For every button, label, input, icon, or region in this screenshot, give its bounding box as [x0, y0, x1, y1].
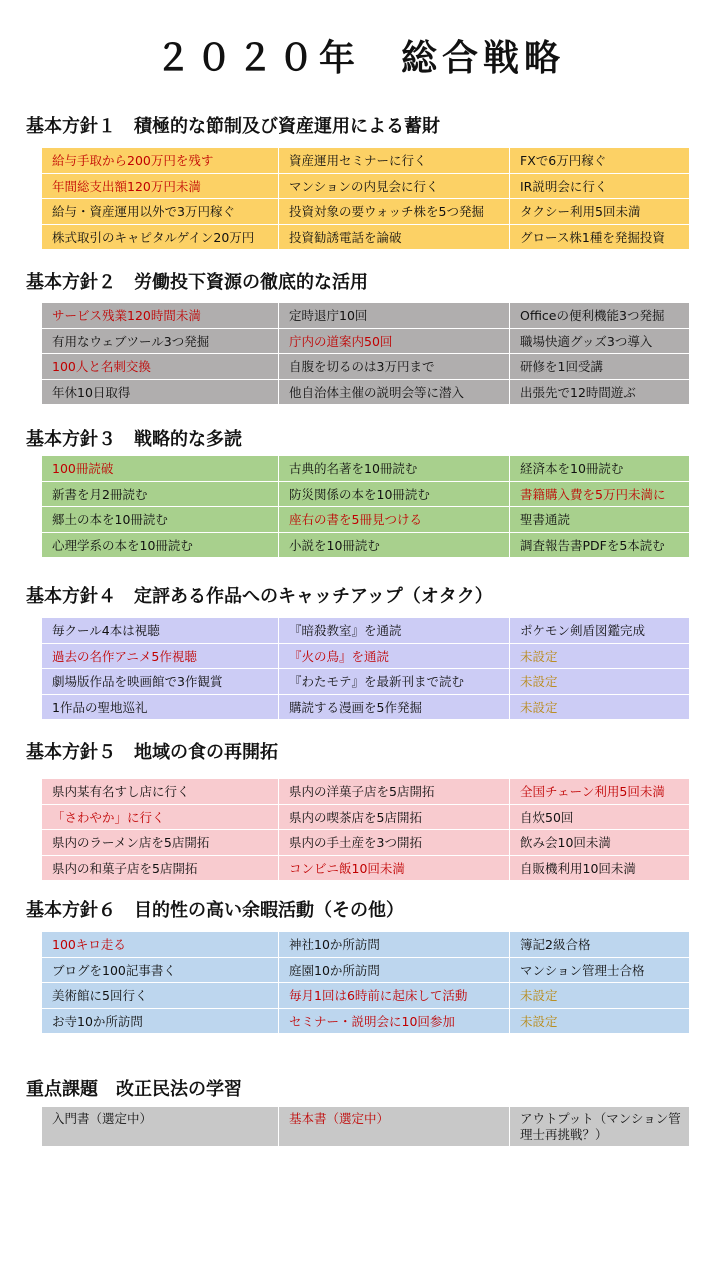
goal-cell: 劇場版作品を映画館で3作観賞 [42, 669, 279, 695]
section-heading-6: 基本方針６ 目的性の高い余暇活動（その他） [26, 900, 404, 921]
goal-cell: 自炊50回 [510, 805, 689, 831]
goal-cell: 小説を10冊読む [279, 533, 510, 559]
goal-cell: 毎クール4本は視聴 [42, 618, 279, 644]
goal-cell: マンションの内見会に行く [279, 174, 510, 200]
goal-cell: 定時退庁10回 [279, 303, 510, 329]
goal-cell: 調査報告書PDFを5本読む [510, 533, 689, 559]
goal-cell: 他自治体主催の説明会等に潜入 [279, 380, 510, 406]
page-title: ２０２０年 総合戦略 [154, 38, 565, 79]
goal-cell: 未設定 [510, 1009, 689, 1035]
goal-cell: 有用なウェブツール3つ発掘 [42, 329, 279, 355]
focus-grid [42, 1107, 689, 1147]
goal-cell: 給与・資産運用以外で3万円稼ぐ [42, 199, 279, 225]
goal-cell: 飲み会10回未満 [510, 830, 689, 856]
goal-cell: 100人と名刺交換 [42, 354, 279, 380]
goal-cell: 研修を1回受講 [510, 354, 689, 380]
goal-cell: セミナー・説明会に10回参加 [279, 1009, 510, 1035]
goal-cell: 経済本を10冊読む [510, 456, 689, 482]
goal-cell: 年休10日取得 [42, 380, 279, 406]
goal-cell: 給与手取から200万円を残す [42, 148, 279, 174]
goal-cell: 出張先で12時間遊ぶ [510, 380, 689, 406]
goal-cell: 自腹を切るのは3万円まで [279, 354, 510, 380]
goal-cell: サービス残業120時間未満 [42, 303, 279, 329]
focus-heading: 重点課題 改正民法の学習 [26, 1079, 242, 1100]
goal-cell: 未設定 [510, 983, 689, 1009]
goal-cell: マンション管理士合格 [510, 958, 689, 984]
goal-cell: 防災関係の本を10冊読む [279, 482, 510, 508]
goal-cell: ポケモン剣盾図鑑完成 [510, 618, 689, 644]
goal-cell: ブログを100記事書く [42, 958, 279, 984]
goal-cell: タクシー利用5回未満 [510, 199, 689, 225]
goal-cell: 県内のラーメン店を5店開拓 [42, 830, 279, 856]
goal-cell: 株式取引のキャピタルゲイン20万円 [42, 225, 279, 251]
goal-cell: 「さわやか」に行く [42, 805, 279, 831]
goal-cell: 座右の書を5冊見つける [279, 507, 510, 533]
goal-cell: FXで6万円稼ぐ [510, 148, 689, 174]
goal-grid-1 [42, 148, 689, 250]
section-heading-3: 基本方針３ 戦略的な多読 [26, 429, 242, 450]
goal-cell: 県内の和菓子店を5店開拓 [42, 856, 279, 882]
section-heading-2: 基本方針２ 労働投下資源の徹底的な活用 [26, 272, 368, 293]
goal-cell: 庭園10か所訪問 [279, 958, 510, 984]
goal-cell: 購読する漫画を5作発掘 [279, 695, 510, 721]
goal-cell: 1作品の聖地巡礼 [42, 695, 279, 721]
goal-cell: 投資勧誘電話を論破 [279, 225, 510, 251]
goal-cell: 美術館に5回行く [42, 983, 279, 1009]
goal-cell: 資産運用セミナーに行く [279, 148, 510, 174]
goal-cell: 県内の喫茶店を5店開拓 [279, 805, 510, 831]
section-heading-4: 基本方針４ 定評ある作品へのキャッチアップ（オタク） [26, 586, 493, 607]
goal-cell: アウトプット（マンション管理士再挑戦？） [510, 1107, 689, 1147]
goal-cell: 100キロ走る [42, 932, 279, 958]
goal-cell: 書籍購入費を5万円未満に [510, 482, 689, 508]
goal-cell: コンビニ飯10回未満 [279, 856, 510, 882]
goal-cell: 新書を月2冊読む [42, 482, 279, 508]
goal-cell: 未設定 [510, 695, 689, 721]
goal-cell: 過去の名作アニメ5作視聴 [42, 644, 279, 670]
goal-cell: 100冊読破 [42, 456, 279, 482]
goal-cell: 『わたモテ』を最新刊まで読む [279, 669, 510, 695]
goal-cell: 聖書通読 [510, 507, 689, 533]
goal-grid-5 [42, 779, 689, 881]
section-heading-1: 基本方針１ 積極的な節制及び資産運用による蓄財 [26, 116, 440, 137]
goal-cell: IR説明会に行く [510, 174, 689, 200]
goal-cell: 年間総支出額120万円未満 [42, 174, 279, 200]
goal-cell: 全国チェーン利用5回未満 [510, 779, 689, 805]
goal-cell: 簿記2級合格 [510, 932, 689, 958]
goal-cell: 『火の鳥』を通読 [279, 644, 510, 670]
goal-grid-3 [42, 456, 689, 558]
goal-cell: Officeの便利機能3つ発掘 [510, 303, 689, 329]
goal-cell: お寺10か所訪問 [42, 1009, 279, 1035]
goal-cell: 県内の手土産を3つ開拓 [279, 830, 510, 856]
goal-cell: 『暗殺教室』を通読 [279, 618, 510, 644]
section-heading-5: 基本方針５ 地域の食の再開拓 [26, 742, 278, 763]
goal-cell: 神社10か所訪問 [279, 932, 510, 958]
goal-cell: グロース株1種を発掘投資 [510, 225, 689, 251]
goal-cell: 庁内の道案内50回 [279, 329, 510, 355]
goal-cell: 入門書（選定中） [42, 1107, 279, 1147]
goal-cell: 投資対象の要ウォッチ株を5つ発掘 [279, 199, 510, 225]
goal-cell: 古典的名著を10冊読む [279, 456, 510, 482]
goal-cell: 自販機利用10回未満 [510, 856, 689, 882]
goal-cell: 未設定 [510, 669, 689, 695]
goal-cell: 郷土の本を10冊読む [42, 507, 279, 533]
goal-cell: 心理学系の本を10冊読む [42, 533, 279, 559]
goal-grid-4 [42, 618, 689, 720]
goal-cell: 毎月1回は6時前に起床して活動 [279, 983, 510, 1009]
goal-cell: 県内の洋菓子店を5店開拓 [279, 779, 510, 805]
goal-cell: 県内某有名すし店に行く [42, 779, 279, 805]
goal-cell: 基本書（選定中） [279, 1107, 510, 1147]
goal-grid-6 [42, 932, 689, 1034]
goal-cell: 職場快適グッズ3つ導入 [510, 329, 689, 355]
goal-cell: 未設定 [510, 644, 689, 670]
goal-grid-2 [42, 303, 689, 405]
